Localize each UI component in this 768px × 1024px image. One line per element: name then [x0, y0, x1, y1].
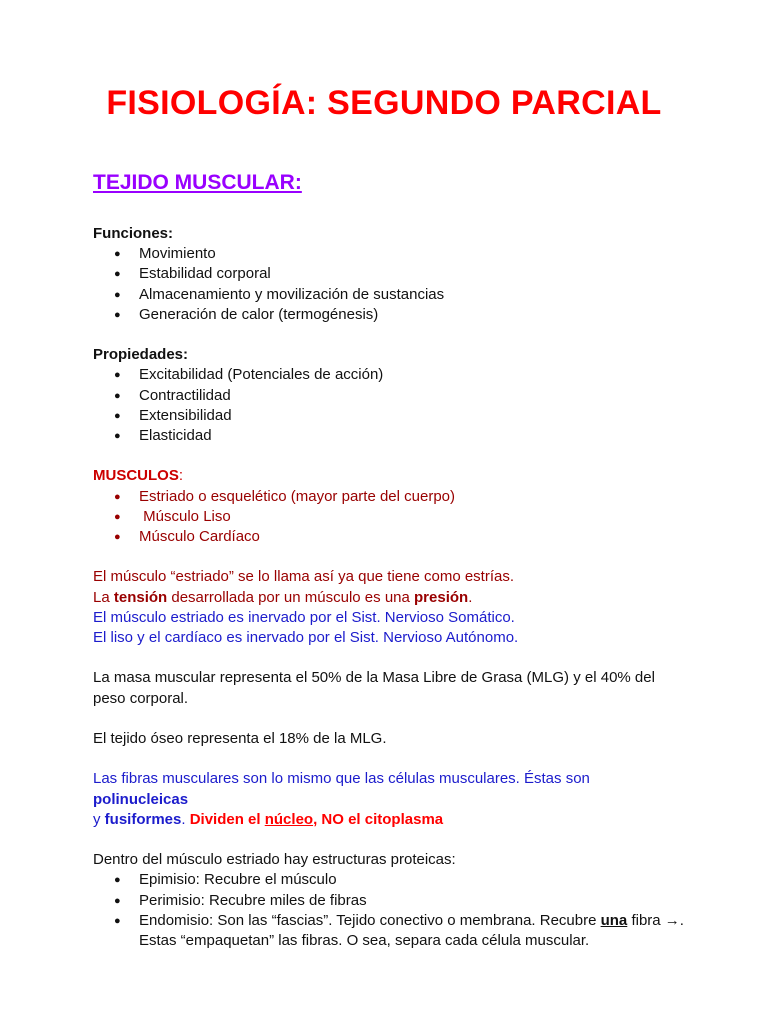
- list-item: ● Epimisio: Recubre el músculo: [93, 870, 693, 890]
- propiedades-list: [93, 365, 693, 446]
- musculos-label: MUSCULOS: [93, 467, 179, 485]
- oseo-paragraph: El tejido óseo representa el 18% de la MLG.: [93, 730, 387, 747]
- musculos-heading: [93, 466, 693, 486]
- list-item: ● Endomisio: Son las “fascias”. Tejido conectivo o membrana. Recubre una fibra →. Estas “empaquetan” las fibras. O sea, separa cada célula muscular.: [93, 911, 693, 951]
- estriado-line-3: El músculo estriado es inervado por el Sist. Nervioso Somático.: [93, 608, 515, 626]
- estriado-line-1: El músculo “estriado” se lo llama así ya que tiene como estrías.: [93, 568, 515, 586]
- masa-paragraph: La masa muscular representa el 50% de la Masa Libre de Grasa (MLG) y el 40% del peso corporal.: [93, 669, 655, 707]
- musculos-colon: :: [178, 467, 184, 485]
- list-item: ● Excitabilidad (Potenciales de acción): [93, 365, 693, 385]
- estriado-line-2: La tensión desarrollada por un músculo es una presión.: [93, 588, 473, 606]
- section-title: TEJIDO MUSCULAR:: [93, 171, 302, 194]
- list-item: ● Almacenamiento y movilización de sustancias: [93, 285, 693, 305]
- estructuras-intro: Dentro del músculo estriado hay estructuras proteicas:: [93, 851, 456, 869]
- estriado-line-4: El liso y el cardíaco es inervado por el Sist. Nervioso Autónomo.: [93, 629, 519, 647]
- list-item: ● Contractilidad: [93, 386, 693, 406]
- list-item: ● Generación de calor (termogénesis): [93, 305, 693, 325]
- list-item: ● Extensibilidad: [93, 406, 693, 426]
- list-item: ● Elasticidad: [93, 426, 693, 446]
- musculos-list: [93, 487, 693, 548]
- funciones-list: [93, 244, 693, 325]
- page-title: FISIOLOGÍA: SEGUNDO PARCIAL: [106, 84, 662, 122]
- list-item: ● Músculo Cardíaco: [93, 527, 693, 547]
- list-item: ● Movimiento: [93, 244, 693, 264]
- list-item: ● Estabilidad corporal: [93, 264, 693, 284]
- propiedades-label: Propiedades:: [93, 346, 189, 364]
- list-item: ● Perimisio: Recubre miles de fibras: [93, 891, 693, 911]
- list-item: ● Estriado o esquelético (mayor parte del cuerpo): [93, 487, 693, 507]
- estructuras-list: [93, 870, 693, 951]
- document-body: [93, 224, 693, 951]
- fibras-paragraph: Las fibras musculares son lo mismo que las células musculares. Éstas son polinucleicas y fusiformes. Dividen el núcleo, NO el citoplasma: [93, 770, 595, 828]
- funciones-label: Funciones:: [93, 225, 174, 242]
- list-item: ● Músculo Liso: [93, 507, 693, 527]
